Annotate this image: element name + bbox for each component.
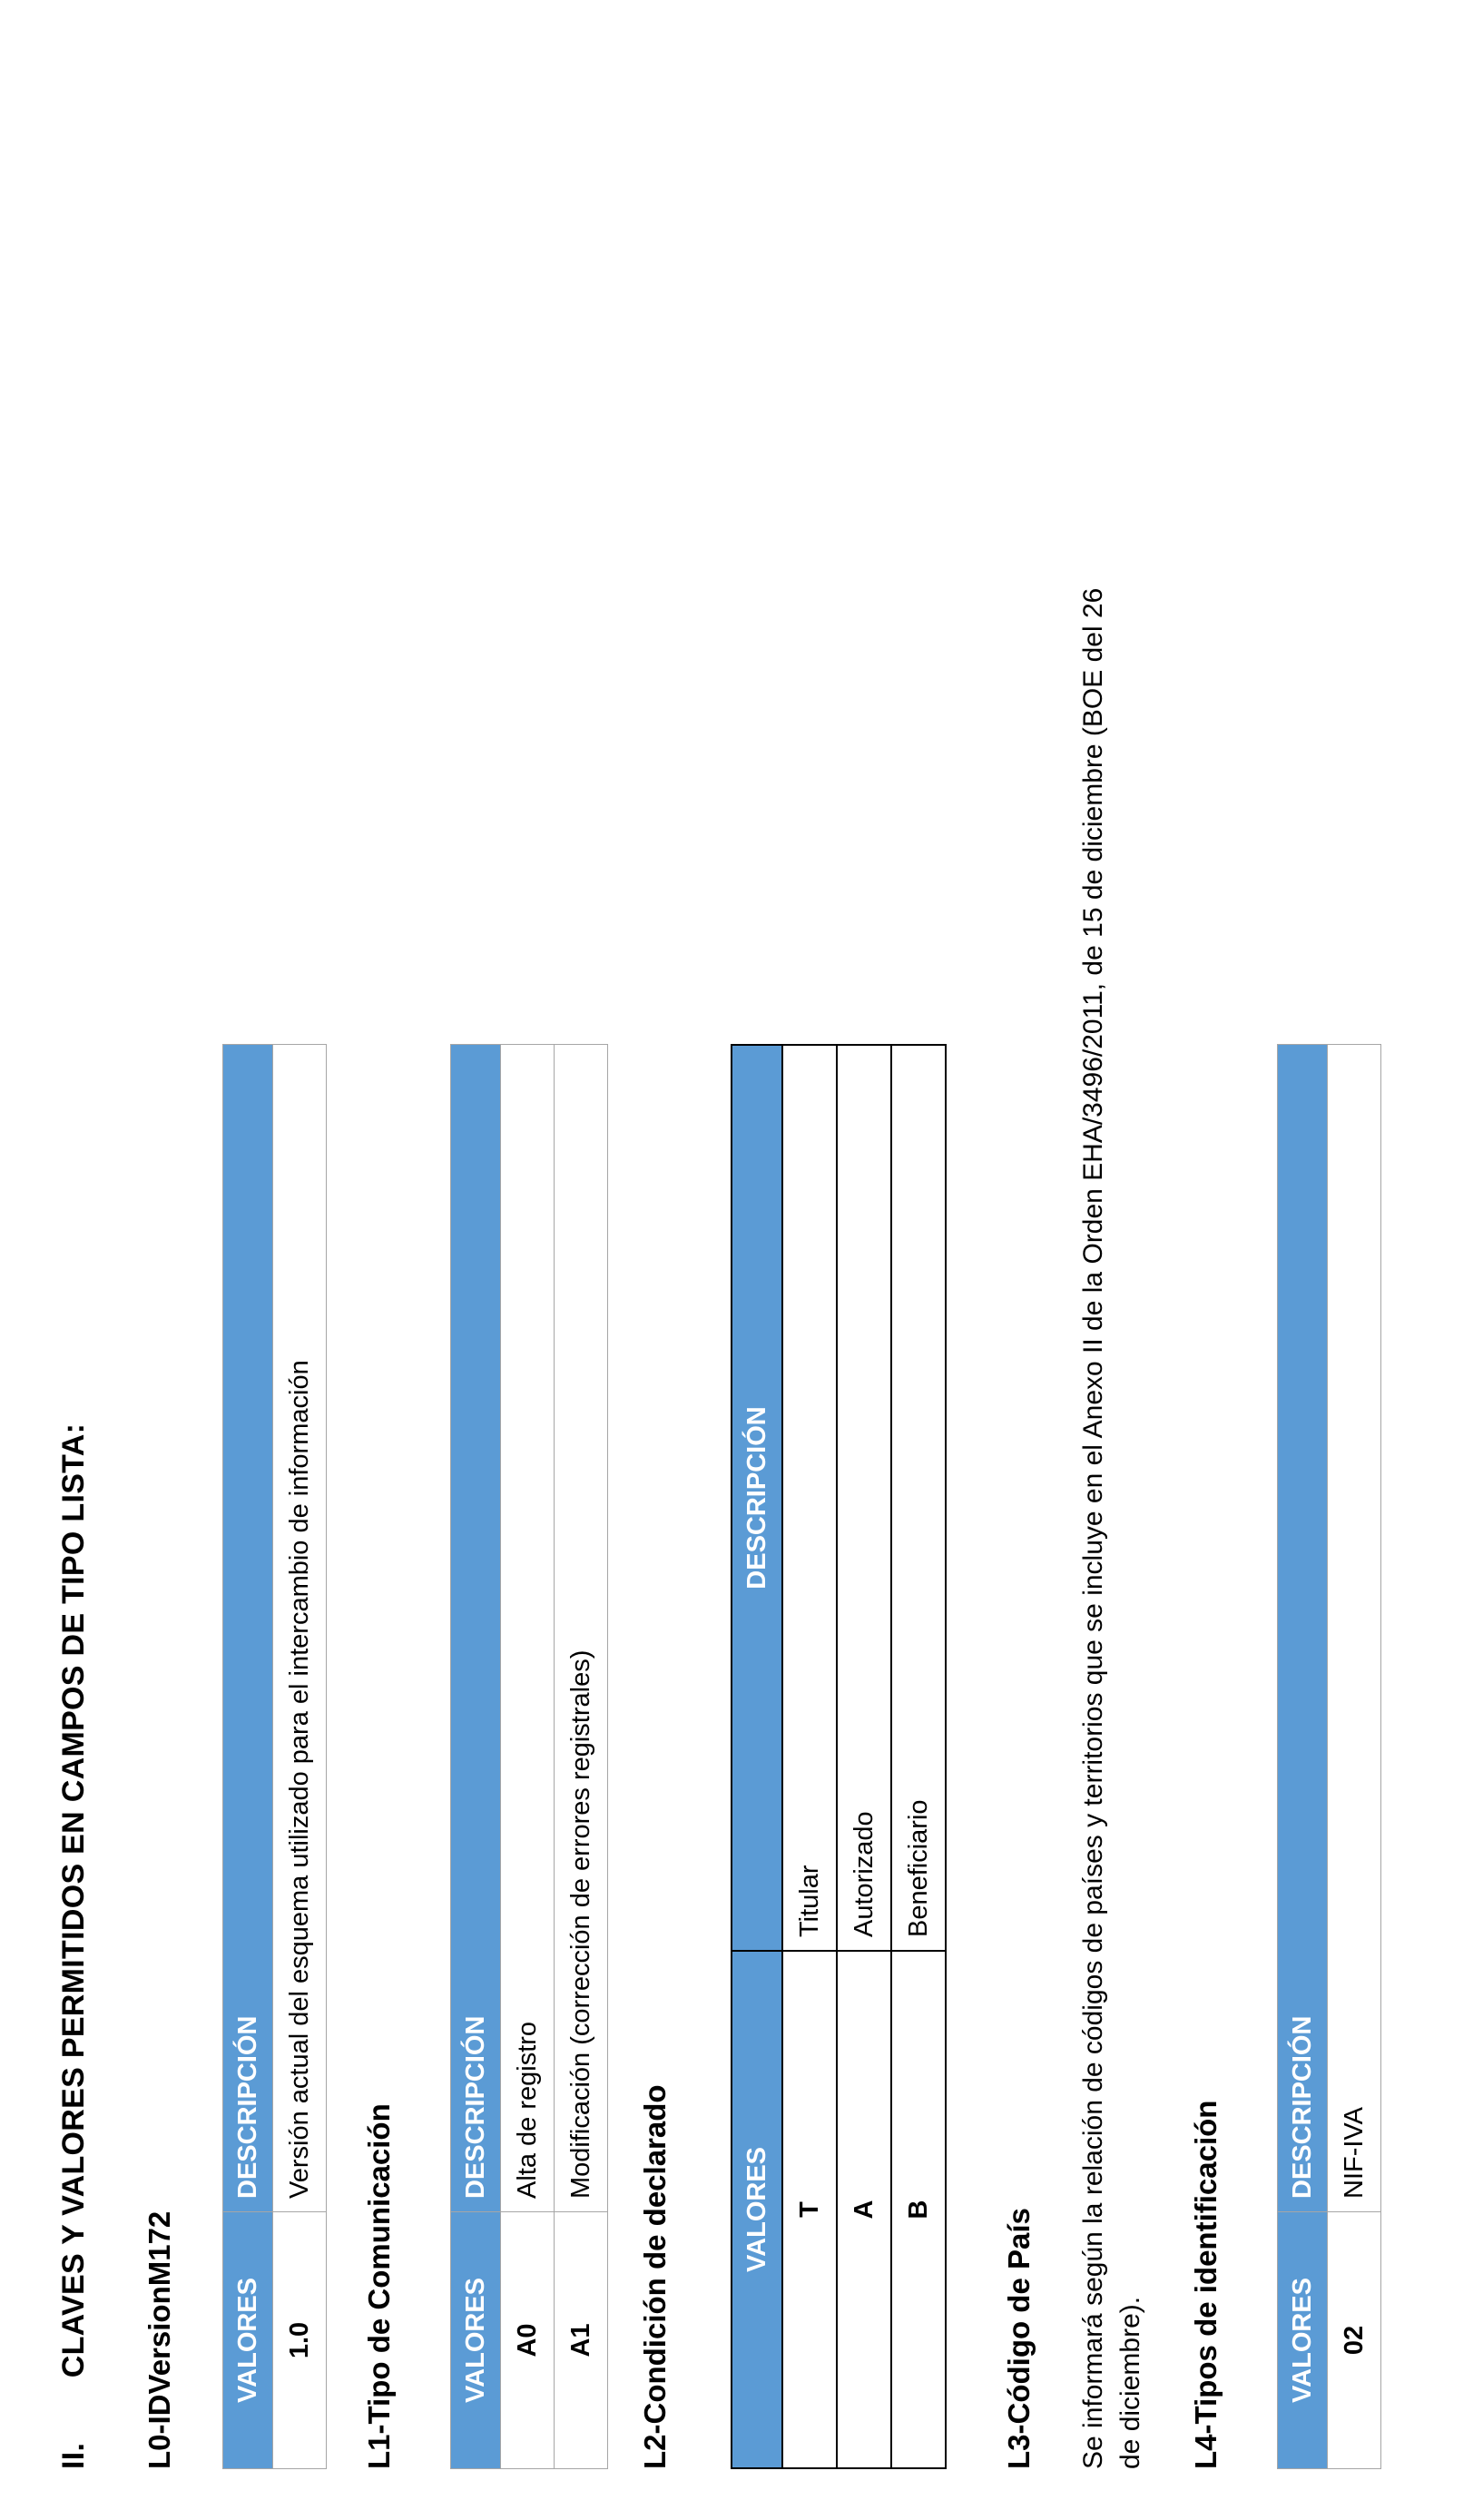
heading-number: II. [56, 2442, 91, 2469]
column-header-descripcion: DESCRIPCIÓN [451, 1045, 501, 2212]
column-header-valores: VALORES [451, 2212, 501, 2469]
table-row [782, 1045, 837, 2468]
table-row [555, 1045, 608, 2469]
cell-description: Alta de registro [501, 1045, 555, 2212]
cell-value: A [837, 1951, 891, 2468]
column-header-valores: VALORES [1278, 2212, 1328, 2469]
table-l1 [450, 1044, 608, 2469]
table-row [837, 1045, 891, 2468]
section-title-l1: L1-Tipo de Comunicación [362, 2103, 396, 2469]
section-title-l0: L0-IDVersionM172 [142, 2210, 176, 2469]
column-header-valores: VALORES [223, 2212, 273, 2469]
section-title-l3: L3-Código de País [1002, 2208, 1036, 2469]
cell-description: Titular [782, 1045, 837, 1951]
cell-value: T [782, 1951, 837, 2468]
cell-value: A0 [501, 2212, 555, 2469]
cell-description: Beneficiario [891, 1045, 946, 1951]
table-l2 [731, 1044, 947, 2469]
table-l4 [1277, 1044, 1381, 2469]
table-row [501, 1045, 555, 2469]
column-header-valores: VALORES [732, 1951, 782, 2468]
table-row [273, 1045, 327, 2469]
cell-value: B [891, 1951, 946, 2468]
column-header-descripcion: DESCRIPCIÓN [223, 1045, 273, 2212]
cell-value: 1.0 [273, 2212, 327, 2469]
cell-description: Autorizado [837, 1045, 891, 1951]
cell-description: NIF-IVA [1328, 1045, 1381, 2212]
section-l3-line-2: de diciembre). [1115, 2296, 1145, 2469]
table-row [891, 1045, 946, 2468]
section-l3-line-1: Se informará según la relación de códigos de países y territorios que se incluye en el Anexo II de la Orden EHA/3496/2011, de 15 de diciembre (BOE del 26 [1078, 587, 1108, 2469]
cell-description: Modificación (corrección de errores registrales) [555, 1045, 608, 2212]
cell-value: A1 [555, 2212, 608, 2469]
main-heading [56, 1423, 92, 2469]
section-title-l2: L2-Condición de declarado [638, 2084, 672, 2469]
table-l0 [222, 1044, 327, 2469]
column-header-descripcion: DESCRIPCIÓN [1278, 1045, 1328, 2212]
table-row [1328, 1045, 1381, 2469]
column-header-descripcion: DESCRIPCIÓN [732, 1045, 782, 1951]
cell-description: Versión actual del esquema utilizado para el intercambio de información [273, 1045, 327, 2212]
section-title-l4: L4-Tipos de identificación [1189, 2100, 1223, 2469]
cell-value: 02 [1328, 2212, 1381, 2469]
heading-text: CLAVES Y VALORES PERMITIDOS EN CAMPOS DE TIPO LISTA: [56, 1422, 91, 2378]
